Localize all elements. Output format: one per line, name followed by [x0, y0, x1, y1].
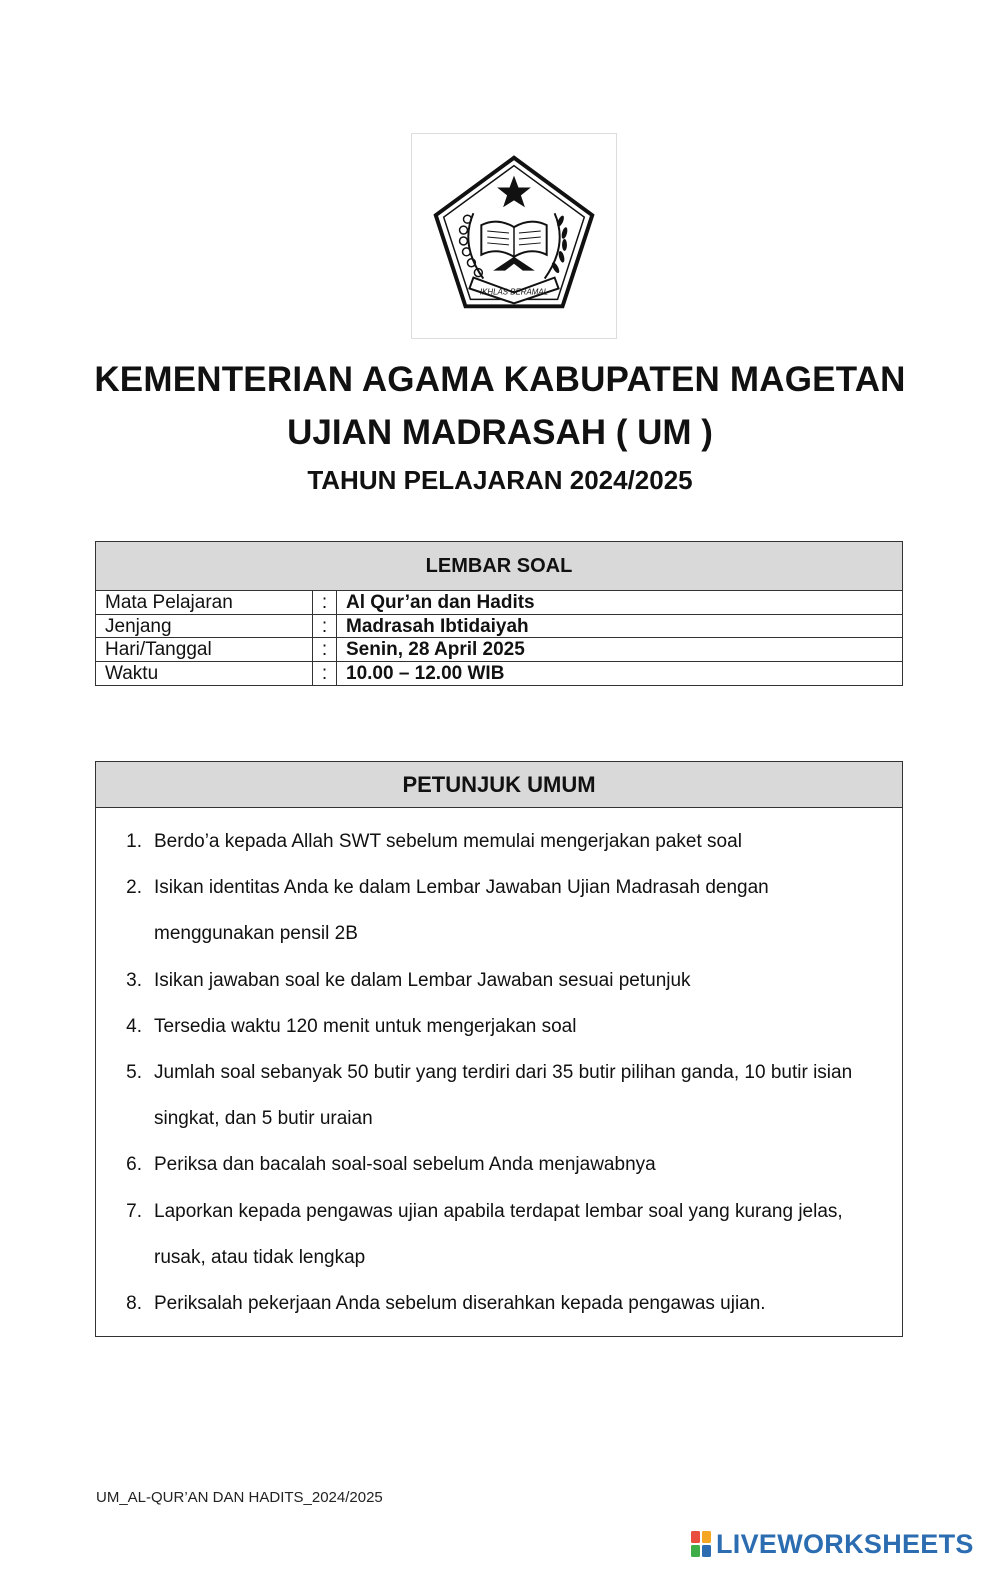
info-colon: : [313, 591, 337, 614]
info-row-subject [96, 591, 902, 615]
instruction-text: Berdo’a kepada Allah SWT sebelum memulai mengerjakan paket soal [154, 831, 742, 852]
header-school-year: TAHUN PELAJARAN 2024/2025 [307, 465, 693, 495]
emblem-motto: IKHLAS BERAMAL [479, 287, 549, 297]
instruction-item [96, 1281, 902, 1327]
instruction-item [96, 819, 902, 865]
instruction-number: 8. [126, 1293, 142, 1315]
instruction-number: 1. [126, 831, 142, 852]
instruction-number: 2. [126, 877, 142, 899]
instruction-number: 5. [126, 1062, 142, 1084]
instruction-text: Isikan identitas Anda ke dalam Lembar Jawaban Ujian Madrasah dengan menggunakan pensil 2B [154, 877, 769, 945]
liveworksheets-text: LIVEWORKSHEETS [716, 1528, 974, 1559]
info-value: Al Qur’an dan Hadits [346, 592, 535, 613]
instructions-list [96, 808, 902, 1327]
instruction-item [96, 1050, 902, 1142]
instruction-number: 7. [126, 1200, 142, 1222]
instruction-number: 3. [126, 969, 142, 991]
document-code: UM_AL-QUR’AN DAN HADITS_2024/2025 [96, 1489, 383, 1506]
info-label: Mata Pelajaran [96, 591, 313, 614]
instruction-item [96, 1142, 902, 1188]
info-value: Senin, 28 April 2025 [346, 639, 525, 660]
instruction-item [96, 958, 902, 1004]
emblem-graphic [412, 134, 616, 338]
info-label: Hari/Tanggal [96, 638, 313, 661]
instruction-text: Isikan jawaban soal ke dalam Lembar Jawaban sesuai petunjuk [154, 969, 691, 991]
general-instructions-box [95, 761, 903, 1337]
info-row-date [96, 638, 902, 662]
instruction-number: 4. [126, 1015, 142, 1037]
info-row-level [96, 615, 902, 639]
instruction-text: Periksalah pekerjaan Anda sebelum diserahkan kepada pengawas ujian. [154, 1293, 766, 1315]
header-exam-name: UJIAN MADRASAH ( UM ) [287, 413, 713, 452]
instruction-text: Laporkan kepada pengawas ujian apabila terdapat lembar soal yang kurang jelas, rusak, atau tidak lengkap [154, 1200, 843, 1268]
info-label: Waktu [96, 662, 313, 686]
instructions-title: PETUNJUK UMUM [96, 762, 902, 808]
info-label: Jenjang [96, 615, 313, 638]
info-colon: : [313, 662, 337, 686]
liveworksheets-icon [690, 1530, 712, 1558]
liveworksheets-watermark[interactable] [690, 1527, 974, 1561]
instruction-item [96, 1004, 902, 1050]
info-colon: : [313, 638, 337, 661]
info-table-title: LEMBAR SOAL [96, 542, 902, 591]
instruction-number: 6. [126, 1154, 142, 1176]
info-row-time [96, 662, 902, 686]
instruction-text: Tersedia waktu 120 menit untuk mengerjakan soal [154, 1015, 577, 1037]
ministry-emblem [411, 133, 617, 339]
instruction-text: Jumlah soal sebanyak 50 butir yang terdiri dari 35 butir pilihan ganda, 10 butir isian singkat, dan 5 butir uraian [154, 1062, 853, 1130]
instruction-item [96, 1189, 902, 1281]
info-value: Madrasah Ibtidaiyah [346, 615, 529, 637]
info-colon: : [313, 615, 337, 638]
instruction-item [96, 865, 902, 957]
header-institution: KEMENTERIAN AGAMA KABUPATEN MAGETAN [94, 360, 906, 399]
info-value: 10.00 – 12.00 WIB [346, 662, 505, 684]
exam-info-table [95, 541, 903, 686]
instruction-text: Periksa dan bacalah soal-soal sebelum Anda menjawabnya [154, 1154, 656, 1176]
